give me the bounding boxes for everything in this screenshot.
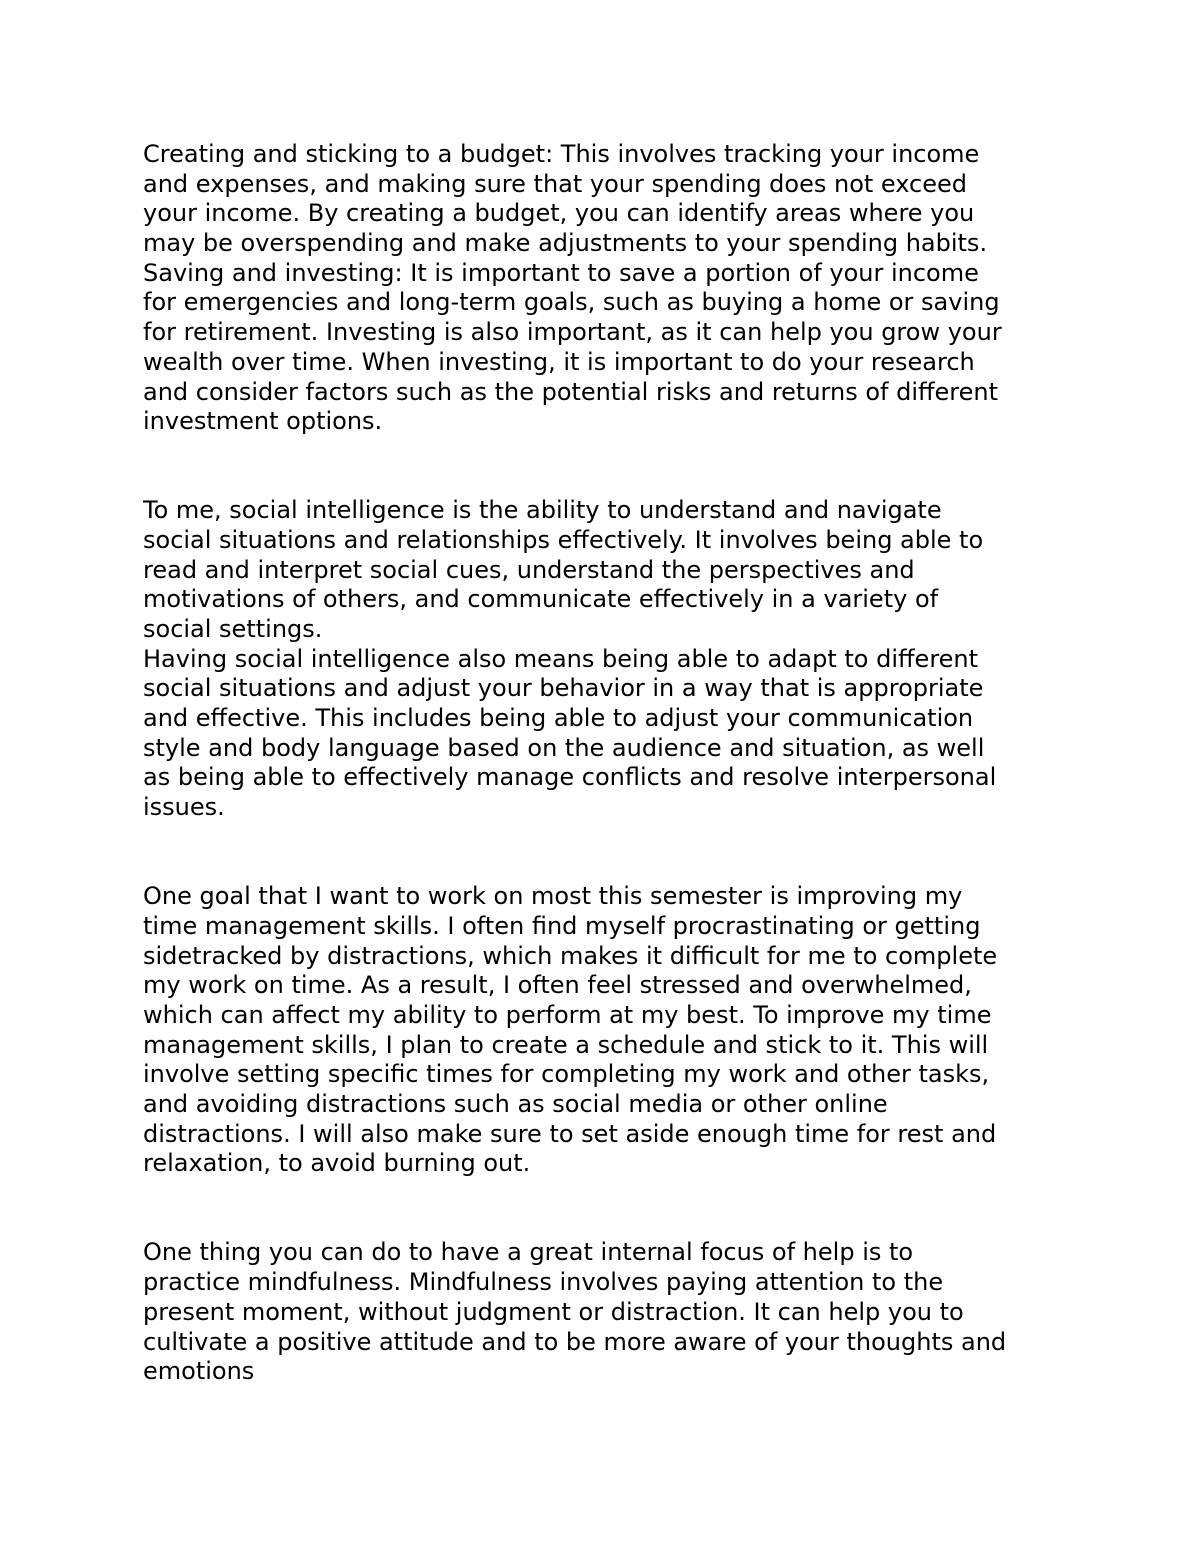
text-line: emotions	[143, 1357, 255, 1386]
text-line: for emergencies and long-term goals, such as buying a home or saving	[143, 288, 1000, 317]
text-line: style and body language based on the audience and situation, as well	[143, 733, 985, 762]
text-line: my work on time. As a result, I often feel stressed and overwhelmed,	[143, 971, 972, 1000]
text-line: One thing you can do to have a great internal focus of help is to	[143, 1238, 914, 1267]
text-line: cultivate a positive attitude and to be more aware of your thoughts and	[143, 1327, 1007, 1356]
text-line: social situations and adjust your behavior in a way that is appropriate	[143, 674, 984, 703]
text-line: relaxation, to avoid burning out.	[143, 1149, 531, 1178]
text-line: investment options.	[143, 407, 383, 436]
text-line: wealth over time. When investing, it is important to do your research	[143, 347, 975, 376]
text-line: Saving and investing: It is important to save a portion of your income	[143, 258, 979, 287]
text-line: Having social intelligence also means being able to adapt to different	[143, 644, 979, 673]
text-line: distractions. I will also make sure to set aside enough time for rest and	[143, 1119, 997, 1148]
mindfulness-paragraph	[143, 1238, 1073, 1386]
text-line: Creating and sticking to a budget: This involves tracking your income	[143, 140, 980, 168]
text-line: your income. By creating a budget, you can identify areas where you	[143, 199, 975, 228]
text-line: management skills, I plan to create a schedule and stick to it. This will	[143, 1030, 989, 1059]
text-line: One goal that I want to work on most this semester is improving my	[143, 882, 963, 911]
text-line: practice mindfulness. Mindfulness involves paying attention to the	[143, 1268, 944, 1297]
text-line: involve setting specific times for completing my work and other tasks,	[143, 1060, 990, 1089]
text-line: motivations of others, and communicate effectively in a variety of	[143, 585, 939, 614]
text-line: sidetracked by distractions, which makes it difficult for me to complete	[143, 941, 998, 970]
paragraph-spacer	[143, 823, 1073, 882]
text-line: for retirement. Investing is also important, as it can help you grow your	[143, 318, 1002, 347]
text-line: and avoiding distractions such as social media or other online	[143, 1090, 888, 1119]
text-line: present moment, without judgment or distraction. It can help you to	[143, 1297, 964, 1326]
text-line: and effective. This includes being able to adjust your communication	[143, 704, 974, 733]
document-page	[143, 140, 1073, 1387]
text-line: may be overspending and make adjustments to your spending habits.	[143, 229, 988, 258]
text-line: issues.	[143, 793, 225, 822]
text-line: and consider factors such as the potential risks and returns of different	[143, 377, 999, 406]
social-intelligence-paragraph	[143, 496, 1073, 823]
text-line: time management skills. I often find myself procrastinating or getting	[143, 911, 981, 940]
text-line: social settings.	[143, 615, 323, 644]
text-line: To me, social intelligence is the ability to understand and navigate	[143, 496, 942, 525]
text-line: which can affect my ability to perform at my best. To improve my time	[143, 1000, 992, 1029]
text-line: as being able to effectively manage conflicts and resolve interpersonal	[143, 763, 997, 792]
text-line: social situations and relationships effectively. It involves being able to	[143, 525, 984, 554]
text-line: read and interpret social cues, understand the perspectives and	[143, 555, 915, 584]
paragraph-spacer	[143, 1179, 1073, 1238]
text-line: and expenses, and making sure that your spending does not exceed	[143, 169, 968, 198]
time-management-paragraph	[143, 882, 1073, 1179]
budget-paragraph	[143, 140, 1073, 437]
paragraph-spacer	[143, 437, 1073, 496]
